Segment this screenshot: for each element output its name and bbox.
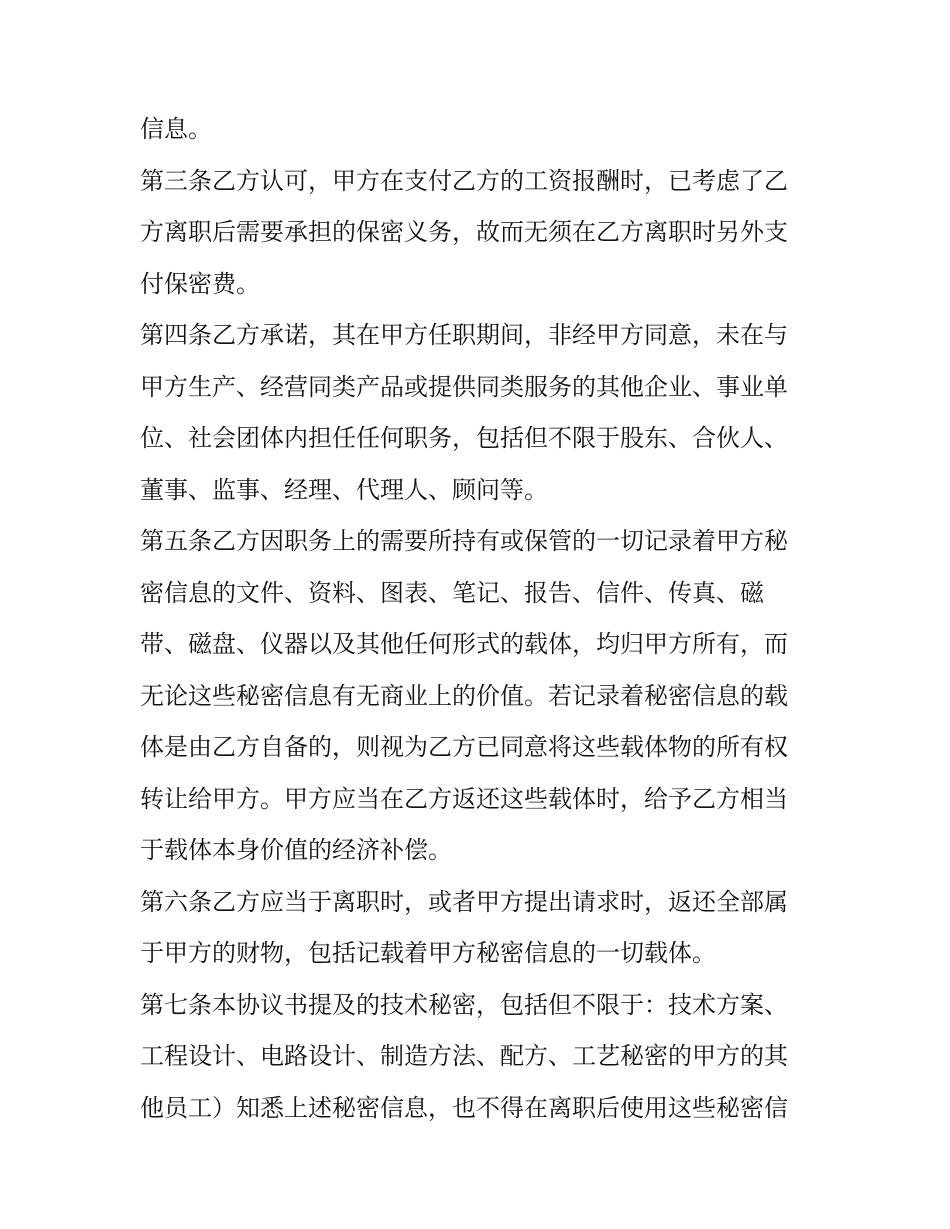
text-line: 第七条本协议书提及的技术秘密，包括但不限于：技术方案、 bbox=[140, 990, 788, 1019]
text-line: 转让给甲方。甲方应当在乙方返还这些载体时，给予乙方相当 bbox=[140, 784, 788, 813]
text-line: 于甲方的财物，包括记载着甲方秘密信息的一切载体。 bbox=[140, 939, 716, 967]
text-line: 第四条乙方承诺，其在甲方任职期间，非经甲方同意，未在与 bbox=[140, 321, 788, 349]
text-line: 体是由乙方自备的，则视为乙方已同意将这些载体物的所有权 bbox=[140, 733, 788, 761]
text-line: 无论这些秘密信息有无商业上的价值。若记录着秘密信息的载 bbox=[140, 681, 788, 710]
text-line: 第六条乙方应当于离职时，或者甲方提出请求时，返还全部属 bbox=[140, 887, 788, 916]
text-line: 于载体本身价值的经济补偿。 bbox=[140, 836, 452, 864]
text-line: 董事、监事、经理、代理人、顾问等。 bbox=[140, 475, 548, 504]
text-line: 带、磁盘、仪器以及其他任何形式的载体，均归甲方所有，而 bbox=[140, 630, 788, 658]
text-line: 方离职后需要承担的保密义务，故而无须在乙方离职时另外支 bbox=[140, 218, 788, 246]
document-body bbox=[140, 104, 820, 1134]
text-line: 密信息的文件、资料、图表、笔记、报告、信件、传真、磁 bbox=[140, 578, 764, 607]
text-line: 第五条乙方因职务上的需要所持有或保管的一切记录着甲方秘 bbox=[140, 527, 788, 555]
text-line: 信息。 bbox=[140, 115, 212, 143]
text-line: 他员工）知悉上述秘密信息，也不得在离职后使用这些秘密信 bbox=[140, 1093, 788, 1122]
text-line: 第三条乙方认可，甲方在支付乙方的工资报酬时，已考虑了乙 bbox=[140, 166, 788, 195]
text-line: 甲方生产、经营同类产品或提供同类服务的其他企业、事业单 bbox=[140, 372, 788, 401]
text-line: 工程设计、电路设计、制造方法、配方、工艺秘密的甲方的其 bbox=[140, 1042, 788, 1070]
text-line: 付保密费。 bbox=[140, 269, 260, 298]
text-line: 位、社会团体内担任任何职务，包括但不限于股东、合伙人、 bbox=[140, 424, 788, 452]
